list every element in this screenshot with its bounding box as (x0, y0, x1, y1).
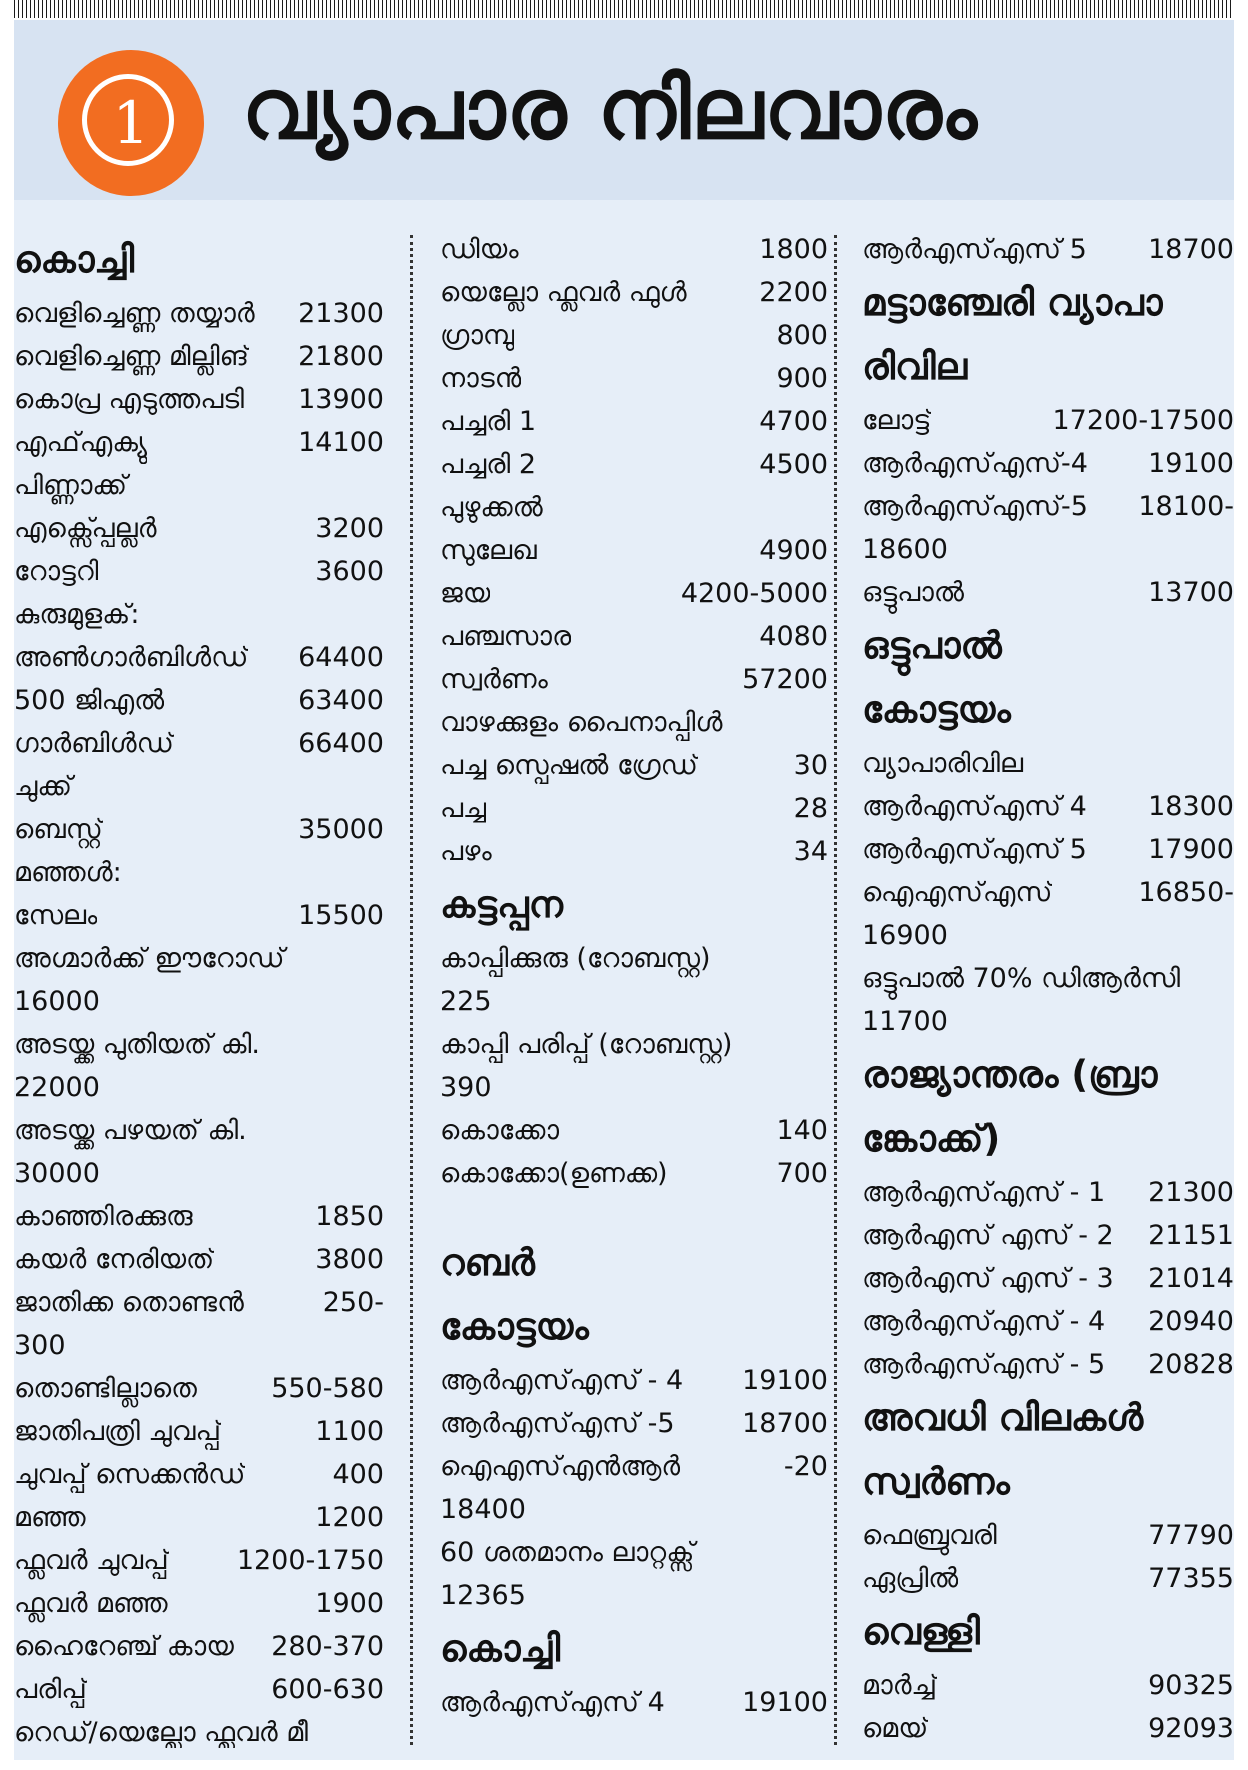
price-row (14, 679, 384, 722)
price-row (440, 228, 828, 271)
price-label: സുലേഖ (440, 535, 537, 566)
price-label: ആർഎസ്എസ് 5 (862, 834, 1087, 865)
price-row (14, 1281, 384, 1324)
price-label: 500 ജിഎൽ (14, 685, 165, 716)
price-row (14, 1668, 384, 1711)
price-value: 3800 (315, 1244, 384, 1275)
section-heading: കോട്ടയം (440, 1305, 589, 1348)
price-value: 15500 (298, 900, 384, 931)
price-value: 16850- (1138, 877, 1234, 908)
text-line: 16900 (862, 920, 948, 951)
price-label: ഡിയം (440, 234, 519, 265)
price-value: 19100 (742, 1687, 828, 1718)
price-row (440, 1109, 828, 1152)
price-value: 600-630 (271, 1674, 384, 1705)
price-label: മഞ്ഞ (14, 1502, 86, 1533)
price-label: ആർഎസ്എസ് - 5 (862, 1349, 1106, 1380)
price-label: ജാതിപത്രി ചുവപ്പ് (14, 1416, 222, 1447)
price-row (440, 1681, 828, 1724)
price-value: 21800 (298, 341, 384, 372)
price-value: 13700 (1148, 577, 1234, 608)
price-value: 66400 (298, 728, 384, 759)
price-value: 19100 (1148, 448, 1234, 479)
text-line: അടയ്ക്ക പഴയത് കി. (14, 1115, 247, 1146)
price-label: സ്വർണം (440, 664, 548, 695)
price-row (14, 1367, 384, 1410)
section-heading: കട്ടപ്പന (440, 883, 563, 926)
price-row (440, 615, 828, 658)
text-line: മഞ്ഞൾ: (14, 857, 122, 888)
price-value: 900 (776, 363, 828, 394)
section-heading: ങ്കോക്ക്) (862, 1117, 1001, 1160)
text-line: പിണ്ണാക്ക് (14, 470, 128, 501)
page-title: വ്യാപാര നിലവാരം (242, 60, 978, 158)
text-line: അടയ്ക്ക പുതിയത് കി. (14, 1029, 260, 1060)
price-label: ആർഎസ്എസ് - 4 (440, 1365, 684, 1396)
price-label: ബെസ്റ്റ് (14, 814, 103, 845)
price-value: 3200 (315, 513, 384, 544)
section-heading: കൊച്ചി (14, 238, 135, 281)
price-value: 4900 (759, 535, 828, 566)
price-value: 21014 (1148, 1263, 1234, 1294)
price-row (14, 1453, 384, 1496)
price-label: ഹൈറേഞ്ച് കായ (14, 1631, 234, 1662)
price-value: 21300 (1148, 1177, 1234, 1208)
price-row (862, 1300, 1234, 1343)
price-label: ആർഎസ് എസ് - 3 (862, 1263, 1114, 1294)
text-line: 390 (440, 1072, 492, 1103)
market-rates-panel (14, 20, 1234, 1760)
price-row (440, 572, 828, 615)
top-hatch-strip (14, 0, 1234, 18)
price-value: 3600 (315, 556, 384, 587)
price-row (14, 894, 384, 937)
text-line: 225 (440, 986, 492, 1017)
price-label: ഒട്ടുപാൽ (862, 577, 964, 608)
price-value: 1200-1750 (236, 1545, 384, 1576)
price-value: 280-370 (271, 1631, 384, 1662)
price-label: ഒട്ടുപാൽ 70% ഡിആർസി (862, 963, 1181, 994)
price-row (14, 1195, 384, 1238)
price-value: 1900 (315, 1588, 384, 1619)
price-row (440, 1445, 828, 1488)
price-value: 35000 (298, 814, 384, 845)
text-line: പുഴുക്കൽ (440, 492, 543, 523)
price-label: റോട്ടറി (14, 556, 99, 587)
price-label: എക്സ്പ്പെല്ലർ (14, 513, 157, 544)
price-row (14, 636, 384, 679)
price-value: 21300 (298, 298, 384, 329)
text-line: കുരുമുളക്: (14, 599, 140, 630)
price-row (862, 1171, 1234, 1214)
price-row (440, 529, 828, 572)
price-label: ഫ്ലവർ മഞ്ഞ (14, 1588, 168, 1619)
price-value: 77790 (1148, 1520, 1234, 1551)
price-row (14, 1238, 384, 1281)
text-line: 300 (14, 1330, 66, 1361)
text-line: 12365 (440, 1580, 526, 1611)
price-value: 1800 (759, 234, 828, 265)
price-row (14, 507, 384, 550)
price-label: സേലം (14, 900, 98, 931)
price-row (862, 1514, 1234, 1557)
price-row (14, 335, 384, 378)
price-label: പഞ്ചസാര (440, 621, 572, 652)
price-row (862, 871, 1234, 914)
price-label: ആർഎസ്എസ് 5 (862, 234, 1087, 265)
price-row (14, 292, 384, 335)
text-line: 18600 (862, 534, 948, 565)
price-label: ചുവപ്പ് സെക്കൻഡ് (14, 1459, 246, 1490)
column-divider (834, 235, 837, 1745)
price-row (862, 485, 1234, 528)
price-label: ഐഎസ്എസ് (862, 877, 1053, 908)
section-heading: ഒട്ടുപാൽ (862, 624, 1002, 667)
price-label: വെളിച്ചെണ്ണ മില്ലിങ് (14, 341, 250, 372)
price-row (14, 1625, 384, 1668)
price-row (14, 1582, 384, 1625)
price-label: മാർച്ച് (862, 1670, 938, 1701)
price-value: 30 (793, 750, 828, 781)
price-value: 250- (322, 1287, 384, 1318)
section-heading: വെള്ളി (862, 1610, 980, 1653)
price-row (14, 722, 384, 765)
price-value: 64400 (298, 642, 384, 673)
price-row (862, 1343, 1234, 1386)
price-label: ഏപ്രിൽ (862, 1563, 959, 1594)
price-row (440, 1359, 828, 1402)
price-row (862, 1557, 1234, 1600)
price-value: 17200-17500 (1052, 405, 1234, 436)
price-label: വെളിച്ചെണ്ണ തയ്യാർ (14, 298, 255, 329)
price-value: 90325 (1148, 1670, 1234, 1701)
price-value: -20 (783, 1451, 828, 1482)
price-label: പച്ചരി 1 (440, 406, 537, 437)
text-line: 16000 (14, 986, 100, 1017)
price-row (14, 1539, 384, 1582)
price-value: 63400 (298, 685, 384, 716)
section-heading: മട്ടാഞ്ചേരി വ്യാപാ (862, 281, 1163, 324)
price-label: ഫെബ്രുവരി (862, 1520, 997, 1551)
price-value: 20828 (1148, 1349, 1234, 1380)
section-heading: സ്വർണം (862, 1460, 1010, 1503)
price-label: പച്ച സ്പെഷൽ ഗ്രേഡ് (440, 750, 698, 781)
text-line: ചുക്ക് (14, 771, 73, 802)
price-label: ഗ്രാമ്പു (440, 320, 515, 351)
price-label: കൊക്കോ (440, 1115, 560, 1146)
price-row (862, 1257, 1234, 1300)
price-label: ആർഎസ്എസ്-5 (862, 491, 1088, 522)
price-value: 140 (776, 1115, 828, 1146)
price-value: 14100 (298, 427, 384, 458)
text-line: 30000 (14, 1158, 100, 1189)
price-row (14, 1496, 384, 1539)
price-value: 18700 (1148, 234, 1234, 265)
price-label: പരിപ്പ് (14, 1674, 87, 1705)
price-label: ലോട്ട് (862, 405, 932, 436)
section-heading: രാജ്യാന്തരം (ബ്രാ (862, 1053, 1158, 1096)
price-label: കൊപ്ര എടുത്തപടി (14, 384, 244, 415)
price-label: ജയ (440, 578, 491, 609)
price-row (862, 571, 1234, 614)
price-value: 18700 (742, 1408, 828, 1439)
price-value: 400 (332, 1459, 384, 1490)
price-row (440, 1402, 828, 1445)
price-row (440, 314, 828, 357)
price-value: 57200 (742, 664, 828, 695)
price-label: പച്ച (440, 793, 487, 824)
price-label: ഫ്ലവർ ചുവപ്പ് (14, 1545, 169, 1576)
price-value: 34 (793, 836, 828, 867)
price-value: 550-580 (271, 1373, 384, 1404)
price-label: അൺഗാർബിൾഡ് (14, 642, 249, 673)
text-line: റെഡ്/യെല്ലോ ഫ്ലവർ മീ (14, 1717, 308, 1748)
price-value: 77355 (1148, 1563, 1234, 1594)
price-row (14, 550, 384, 593)
price-value: 20940 (1148, 1306, 1234, 1337)
price-row (440, 830, 828, 873)
price-value: 92093 (1148, 1713, 1234, 1744)
column-1 (14, 228, 384, 1748)
price-label: ആർഎസ്എസ് 4 (862, 791, 1087, 822)
section-heading: രിവില (862, 345, 968, 388)
price-value: 21151 (1148, 1220, 1234, 1251)
price-value: 700 (776, 1158, 828, 1189)
price-label: കൊക്കോ(ഉണക്ക) (440, 1158, 668, 1189)
price-value: 4080 (759, 621, 828, 652)
price-value: 1100 (315, 1416, 384, 1447)
price-row (862, 228, 1234, 271)
price-label: കാഞ്ഞിരക്കുരു (14, 1201, 193, 1232)
price-value: 800 (776, 320, 828, 351)
price-label: എഫ്എക്യു (14, 427, 148, 458)
header-band (14, 20, 1234, 200)
price-value: 4700 (759, 406, 828, 437)
price-row (862, 1707, 1234, 1748)
column-divider (410, 235, 413, 1745)
price-row (440, 400, 828, 443)
text-line: 11700 (862, 1006, 948, 1037)
price-label: ജാതിക്ക തൊണ്ടൻ (14, 1287, 244, 1318)
price-label: ആർഎസ്എസ്-4 (862, 448, 1088, 479)
price-label: കയർ നേരിയത് (14, 1244, 215, 1275)
price-row (862, 957, 1234, 1000)
price-value: 18100- (1138, 491, 1234, 522)
price-row (440, 443, 828, 486)
price-label: ആർഎസ്എസ് 4 (440, 1687, 665, 1718)
section-heading: കൊച്ചി (440, 1627, 561, 1670)
column-3 (862, 228, 1234, 1748)
badge-number: 1 (112, 89, 150, 157)
price-label: പച്ചരി 2 (440, 449, 537, 480)
price-value: 2200 (759, 277, 828, 308)
text-line: കാപ്പിക്കുരു (റോബസ്റ്റ) (440, 943, 711, 974)
price-label: തൊണ്ടില്ലാതെ (14, 1373, 197, 1404)
text-line: 60 ശതമാനം ലാറ്റക്സ് (440, 1537, 695, 1568)
text-line: വാഴക്കുളം പൈനാപ്പിൾ (440, 707, 723, 738)
text-line: കാപ്പി പരിപ്പ് (റോബസ്റ്റ) (440, 1029, 733, 1060)
price-label: നാടൻ (440, 363, 522, 394)
price-row (14, 378, 384, 421)
price-row (862, 442, 1234, 485)
price-value: 1200 (315, 1502, 384, 1533)
price-label: ആർഎസ്എസ് -5 (440, 1408, 675, 1439)
text-line: 18400 (440, 1494, 526, 1525)
text-line: അഗ്മാർക്ക് ഈറോഡ് (14, 943, 285, 974)
price-value: 17900 (1148, 834, 1234, 865)
price-label: ആർഎസ്എസ് - 4 (862, 1306, 1106, 1337)
price-row (440, 658, 828, 701)
price-value: 1850 (315, 1201, 384, 1232)
price-label: പഴം (440, 836, 492, 867)
price-row (440, 357, 828, 400)
text-line: വ്യാപാരിവില (862, 748, 1024, 779)
price-label: ഗാർബിൾഡ് (14, 728, 174, 759)
price-row (440, 1152, 828, 1195)
price-value: 4500 (759, 449, 828, 480)
price-label: മെയ് (862, 1713, 929, 1744)
section-heading: റബർ (440, 1241, 535, 1284)
price-row (862, 1214, 1234, 1257)
price-row (862, 785, 1234, 828)
column-2 (440, 228, 828, 1748)
price-row (862, 828, 1234, 871)
price-label: ആർഎസ്എസ് - 1 (862, 1177, 1106, 1208)
price-value: 18300 (1148, 791, 1234, 822)
price-row (862, 1664, 1234, 1707)
text-line: 22000 (14, 1072, 100, 1103)
price-value: 28 (793, 793, 828, 824)
price-row (862, 399, 1234, 442)
price-label: യെല്ലോ ഫ്ലവർ ഫുൾ (440, 277, 687, 308)
price-value: 19100 (742, 1365, 828, 1396)
price-label: ആർഎസ് എസ് - 2 (862, 1220, 1114, 1251)
section-heading: കോട്ടയം (862, 688, 1011, 731)
price-row (440, 744, 828, 787)
price-value: 4200-5000 (680, 578, 828, 609)
price-row (14, 421, 384, 464)
price-row (440, 271, 828, 314)
price-value: 13900 (298, 384, 384, 415)
section-heading: അവധി വിലകൾ (862, 1396, 1144, 1439)
price-row (14, 1410, 384, 1453)
price-row (14, 808, 384, 851)
number-badge (58, 50, 204, 196)
price-label: ഐഎസ്എൻആർ (440, 1451, 681, 1482)
price-row (440, 787, 828, 830)
